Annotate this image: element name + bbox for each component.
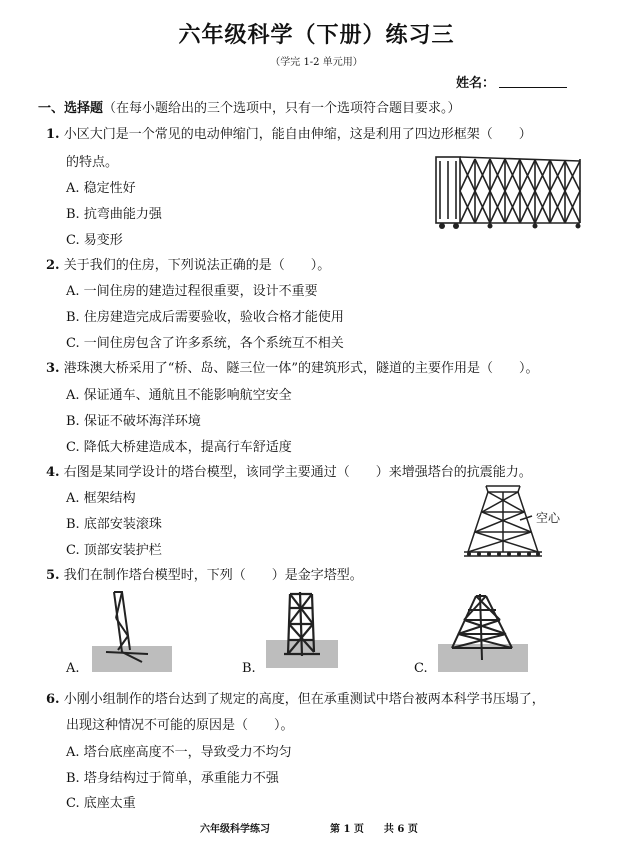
option-5b[interactable]: B. <box>242 661 256 676</box>
retractable-gate-figure <box>430 151 585 231</box>
question-number: 5. <box>46 568 60 583</box>
question-text: 我们在制作塔台模型时，下列（ ）是金字塔型。 <box>63 568 363 583</box>
option-6c[interactable]: C. 底座太重 <box>66 796 136 811</box>
figure-label-hollow: 空心 <box>536 511 561 525</box>
option-2b[interactable]: B. 住房建造完成后需要验收，验收合格才能使用 <box>66 310 344 325</box>
option-2a[interactable]: A. 一间住房的建造过程很重要，设计不重要 <box>66 284 318 299</box>
question-5 <box>46 564 363 583</box>
question-3 <box>46 357 539 376</box>
option-2c[interactable]: C. 一间住房包含了许多系统，各个系统互不相关 <box>66 336 344 351</box>
option-4a[interactable]: A. 框架结构 <box>66 491 136 506</box>
section-heading <box>38 97 461 116</box>
question-6-line-2: 出现这种情况不可能的原因是（ ）。 <box>66 718 294 733</box>
option-4b[interactable]: B. 底部安装滚珠 <box>66 517 162 532</box>
tower-photo-c <box>438 590 528 672</box>
option-3b[interactable]: B. 保证不破坏海洋环境 <box>66 414 201 429</box>
question-number: 6. <box>46 692 60 707</box>
section-title: 一、选择题 <box>38 101 104 116</box>
page-subtitle: （学完 1-2 单元用） <box>270 57 363 68</box>
name-label: 姓名： <box>456 76 496 91</box>
option-4c[interactable]: C. 顶部安装护栏 <box>66 543 162 558</box>
option-3c[interactable]: C. 降低大桥建造成本，提高行车舒适度 <box>66 440 292 455</box>
tower-photo-a <box>92 588 172 672</box>
question-number: 2. <box>46 258 60 273</box>
option-5a[interactable]: A. <box>66 661 80 676</box>
tower-photo-b <box>266 588 338 668</box>
question-text: 关于我们的住房，下列说法正确的是（ ）。 <box>63 258 331 273</box>
section-instruction: （在每小题给出的三个选项中，只有一个选项符合题目要求。） <box>103 101 461 116</box>
option-6b[interactable]: B. 塔身结构过于简单，承重能力不强 <box>66 771 279 786</box>
question-text: 小刚小组制作的塔台达到了规定的高度，但在承重测试中塔台被两本科学书压塌了， <box>63 692 545 707</box>
option-1a[interactable]: A. 稳定性好 <box>66 181 136 196</box>
question-2 <box>46 254 330 273</box>
question-number: 4. <box>46 465 60 480</box>
question-number: 3. <box>46 361 60 376</box>
page-number: 第 1 页 共 6 页 <box>330 824 418 835</box>
page-title: 六年级科学（下册）练习三 <box>178 22 455 48</box>
option-6a[interactable]: A. 塔台底座高度不一，导致受力不均匀 <box>66 745 292 760</box>
question-text: 港珠澳大桥采用了“桥、岛、隧三位一体”的建筑形式，隧道的主要作用是（ ）。 <box>63 361 539 376</box>
option-5c[interactable]: C. <box>414 661 428 676</box>
name-blank-line[interactable] <box>499 87 567 88</box>
option-1c[interactable]: C. 易变形 <box>66 233 123 248</box>
question-4 <box>46 461 532 480</box>
question-text: 右图是某同学设计的塔台模型，该同学主要通过（ ）来增强塔台的抗震能力。 <box>63 465 532 480</box>
question-text: 小区大门是一个常见的电动伸缩门，能自由伸缩，这是利用了四边形框架（ ） <box>63 127 532 142</box>
option-3a[interactable]: A. 保证通车、通航且不能影响航空安全 <box>66 388 292 403</box>
option-1b[interactable]: B. 抗弯曲能力强 <box>66 207 162 222</box>
question-6 <box>46 688 545 707</box>
question-1 <box>46 123 532 142</box>
question-number: 1. <box>46 127 60 142</box>
question-1-line-2: 的特点。 <box>66 155 119 170</box>
footer-title: 六年级科学练习 <box>200 824 270 835</box>
